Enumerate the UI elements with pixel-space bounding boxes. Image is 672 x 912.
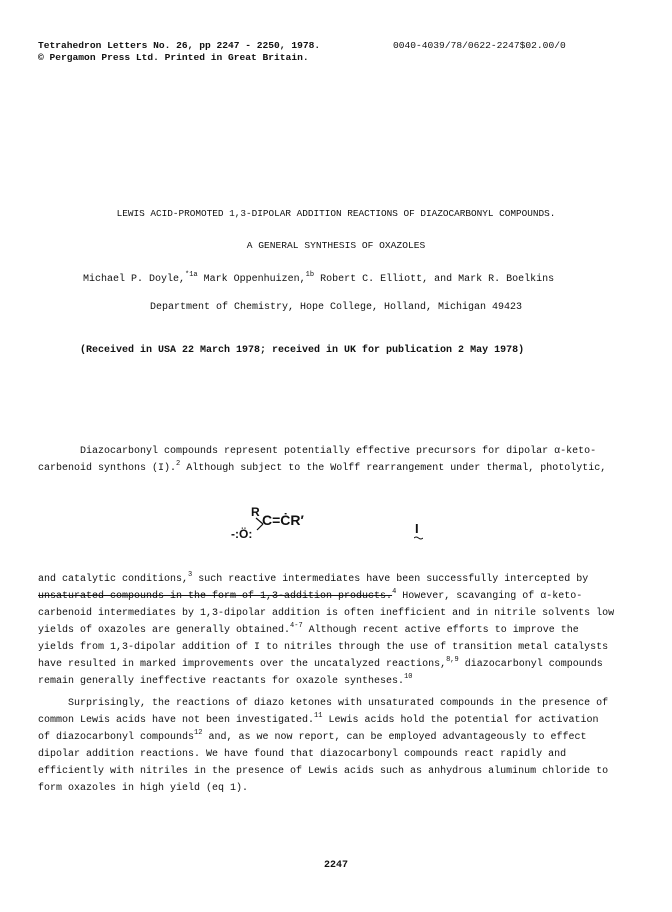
- para2-line7: remain generally ineffective reactants for oxazole syntheses.$^{10}$: [38, 672, 413, 687]
- author-doyle: Michael P. Doyle,: [83, 274, 186, 285]
- article-code: 0040-4039/78/0622-2247$02.00/0: [393, 40, 566, 51]
- structure-oxygen: -:Ö:: [231, 527, 253, 541]
- structure-r-group: R: [251, 505, 260, 519]
- para1-line2: carbenoid synthons (I).$^2$ Although subject to the Wolff rearrangement under thermal, photolytic,: [38, 459, 607, 474]
- wavy-underline: [414, 537, 423, 539]
- author-oppenhuizen: Mark Oppenhuizen,: [197, 274, 306, 285]
- para3-line4: dipolar addition reactions. We have found that diazocarbonyl compounds react rapidly and: [38, 749, 567, 760]
- journal-citation: Tetrahedron Letters No. 26, pp 2247 - 2250, 1978.: [38, 40, 321, 51]
- received-dates: (Received in USA 22 March 1978; received in UK for publication 2 May 1978): [80, 345, 525, 356]
- para1-line1: Diazocarbonyl compounds represent potentially effective precursors for dipolar α-keto-: [80, 446, 597, 457]
- compound-label-i: I: [415, 521, 419, 536]
- para3-line2: common Lewis acids have not been investigated.$^{11}$ Lewis acids hold the potential for activation: [38, 711, 599, 726]
- para3-line3: of diazocarbonyl compounds$^{12}$ and, as we now report, can be employed advantageously to effect: [38, 728, 587, 743]
- author-doyle-note: *1a: [185, 270, 198, 279]
- author-list: [83, 272, 554, 287]
- para3-line1: Surprisingly, the reactions of diazo ketones with unsaturated compounds in the presence of: [68, 698, 609, 709]
- page-number: 2247: [323, 860, 348, 871]
- structure-core: C=ĊR′: [262, 512, 304, 528]
- compound-underline: [414, 536, 423, 540]
- para3-line5: efficiently with nitriles in the presence of Lewis acids such as anhydrous aluminum chloride to: [38, 766, 609, 777]
- para3-line6: form oxazoles in high yield (eq 1).: [38, 783, 249, 794]
- author-oppenhuizen-note: 1b: [305, 270, 315, 279]
- para2-line3: carbenoid intermediates by 1,3-dipolar addition is often inefficient and in nitrile solvents low: [38, 608, 615, 619]
- para2-line5: yields from 1,3-dipolar addition of I to nitriles through the use of transition metal catalysts: [38, 642, 609, 653]
- para2-line1: and catalytic conditions,$^3$ such reactive intermediates have been successfully intercepted by: [38, 570, 589, 585]
- affiliation: Department of Chemistry, Hope College, Holland, Michigan 49423: [149, 302, 523, 313]
- publisher-line: © Pergamon Press Ltd. Printed in Great Britain.: [38, 52, 309, 63]
- author-others: Robert C. Elliott, and Mark R. Boelkins: [314, 274, 555, 285]
- para2-line2: unsaturated compounds in the form of 1,3-addition products.$^4$ However, scavanging of α-keto-: [38, 587, 583, 602]
- article-subtitle: A GENERAL SYNTHESIS OF OXAZOLES: [246, 240, 426, 251]
- para2-line4: yields of oxazoles are generally obtained.$^{4-7}$ Although recent active efforts to improve the: [38, 621, 579, 636]
- para2-line6: have resulted in marked improvements over the uncatalyzed reactions,$^{8,9}$ diazocarbonyl compounds: [38, 655, 603, 670]
- article-title: LEWIS ACID-PROMOTED 1,3-DIPOLAR ADDITION REACTIONS OF DIAZOCARBONYL COMPOUNDS.: [116, 208, 556, 219]
